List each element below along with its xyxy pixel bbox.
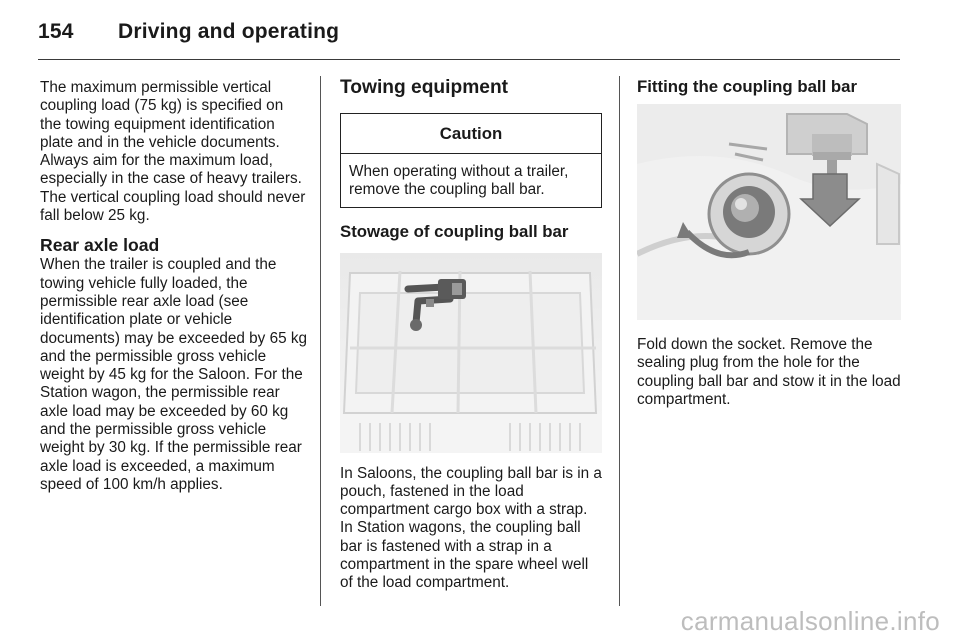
- column-divider: [320, 76, 321, 606]
- stowage-paragraph: In Saloons, the coupling ball bar is in a pouch, fastened in the load compartment cargo box with a strap. In Station wagons, the coupling ball bar is fastened with a strap in a compartment in the spare wheel well of the load compartment.: [340, 464, 602, 592]
- watermark: carmanualsonline.info: [680, 606, 940, 636]
- coupling-socket-image: [637, 104, 901, 320]
- rear-axle-paragraph: When the trailer is coupled and the towing vehicle fully loaded, the permissible rear axle load (see identification plate or vehicle documents) may be exceeded by 65 kg and the permissible gross vehicle weight by 45 kg for the Saloon. For the Station wagon, the permissible rear axle load may be exceeded by 60 kg and the permissible gross vehicle weight by 30 kg. If the permissible rear axle load is exceeded, a maximum speed of 100 km/h applies.: [40, 256, 308, 493]
- stowage-illustration: [340, 253, 602, 453]
- coupling-ball-bar-stowage-image: [340, 253, 602, 453]
- column-left: [40, 70, 308, 494]
- column-divider: [619, 76, 620, 606]
- header-rule: [38, 59, 900, 60]
- towing-equipment-heading: Towing equipment: [340, 77, 509, 98]
- caution-text: When operating without a trailer, remove the coupling ball bar.: [349, 163, 569, 199]
- fitting-paragraph: Fold down the socket. Remove the sealing plug from the hole for the coupling ball bar and stow it in the load compartment.: [637, 336, 901, 408]
- column-middle: [340, 70, 602, 593]
- column-right: [637, 70, 901, 409]
- page-header: [38, 14, 900, 58]
- caution-box: [340, 113, 602, 208]
- fitting-illustration: [637, 104, 901, 320]
- rear-axle-heading: Rear axle load: [40, 235, 160, 256]
- vertical-load-paragraph: The maximum permissible vertical coupling load (75 kg) is specified on the towing equipment identification plate and in the vehicle documents. Always aim for the maximum load, especially in the case of heavy trailers. The vertical coupling load should never fall below 25 kg.: [40, 79, 306, 225]
- stowage-heading: Stowage of coupling ball bar: [340, 221, 569, 241]
- caution-title: Caution: [341, 114, 601, 154]
- page-number: 154: [38, 20, 74, 43]
- fitting-heading: Fitting the coupling ball bar: [637, 77, 858, 96]
- section-title: Driving and operating: [118, 20, 340, 43]
